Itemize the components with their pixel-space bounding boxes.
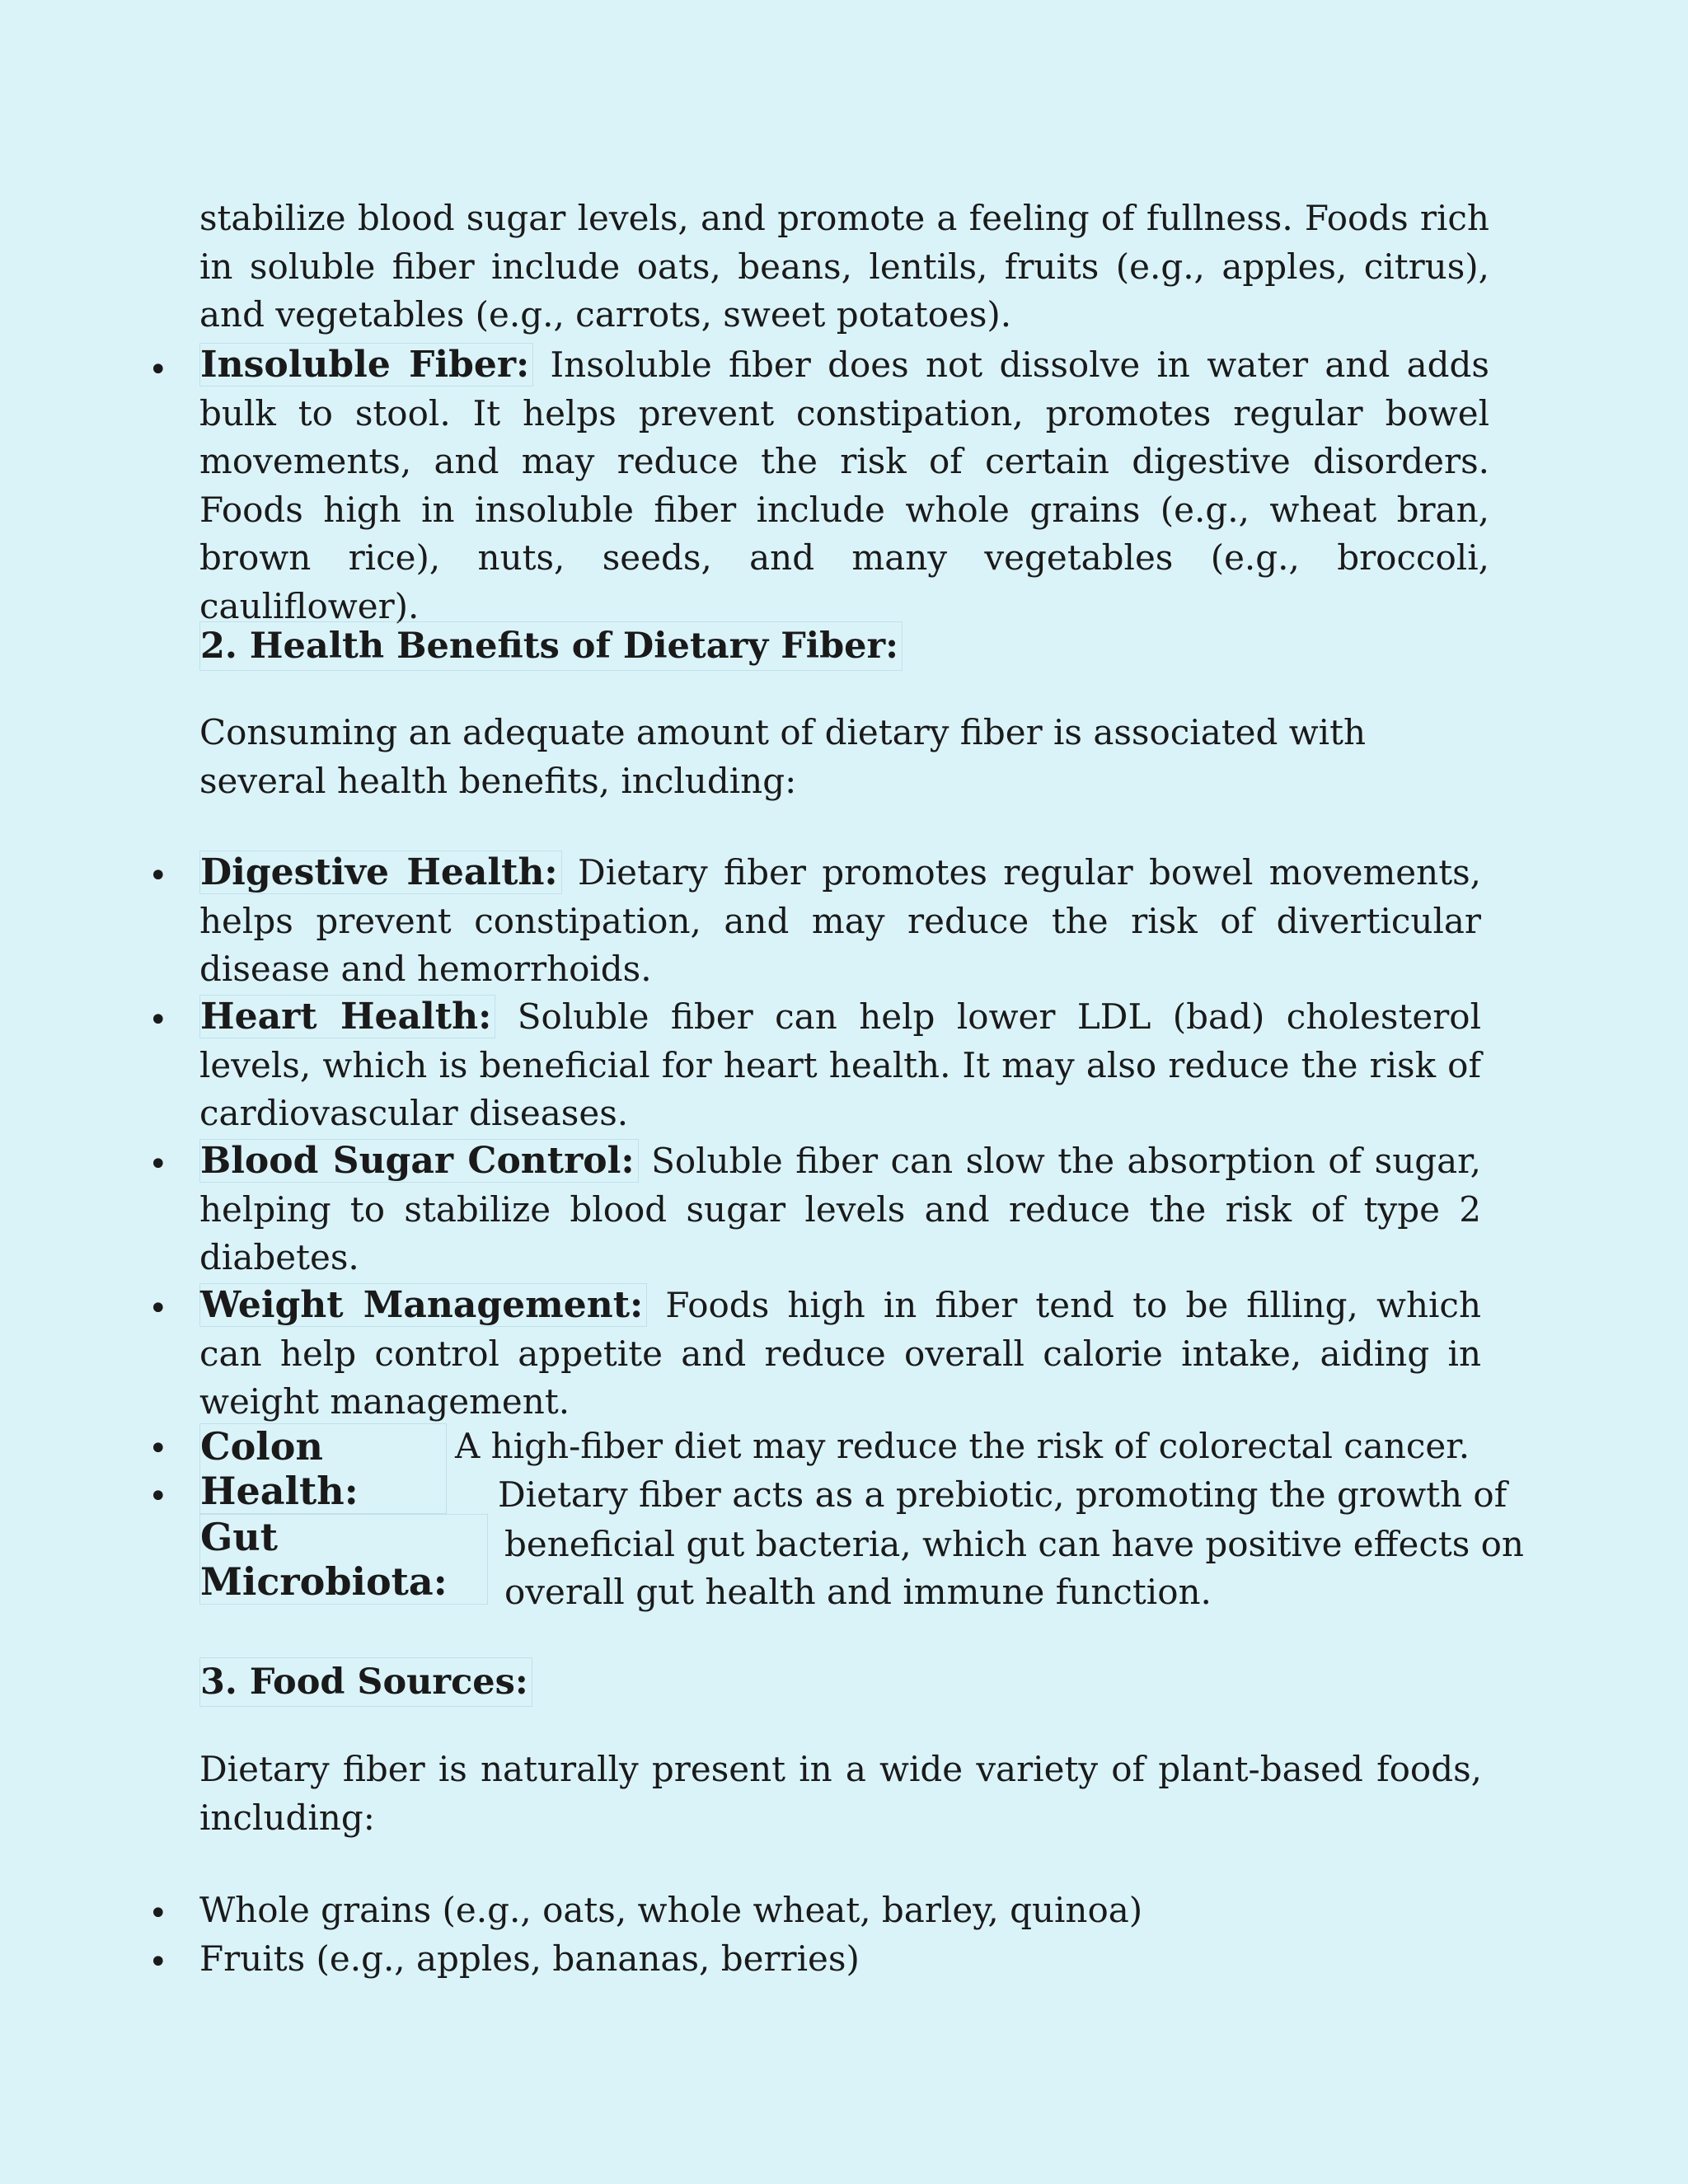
food-source-item: Whole grains (e.g., oats, whole wheat, barley, quinoa) <box>199 1890 1143 1930</box>
gut-microbiota-text-line1: Dietary fiber acts as a prebiotic, promoting the growth of <box>498 1474 1507 1515</box>
bullet-glyph: • <box>148 857 168 895</box>
blood-sugar-control-text: Soluble fiber can slow the absorption of sugar, helping to stabilize blood sugar levels and reduce the risk of type 2 diabetes. <box>199 1141 1481 1277</box>
bullet-glyph: • <box>148 1001 168 1039</box>
weight-management-text: Foods high in fiber tend to be filling, which can help control appetite and reduce overall calorie intake, aiding in weight management. <box>199 1285 1482 1422</box>
colon-health-text: A high-fiber diet may reduce the risk of colorectal cancer. <box>455 1426 1470 1466</box>
soluble-fiber-paragraph-tail: stabilize blood sugar levels, and promote a feeling of fullness. Foods rich in soluble fiber include oats, beans, lentils, fruits (e.g., apples, citrus), and vegetables (e.g., carrots, sweet potatoes). <box>199 198 1489 335</box>
bullet-glyph: • <box>148 351 168 389</box>
gut-microbiota-label <box>199 1514 488 1605</box>
food-source-item: Fruits (e.g., apples, bananas, berries) <box>199 1938 860 1979</box>
colon-health-label-line2: Health: <box>200 1469 359 1513</box>
digestive-health-text: Dietary fiber promotes regular bowel movements, helps prevent constipation, and may reduce the risk of diverticular disease and hemorrhoids. <box>199 852 1481 989</box>
blood-sugar-control-label: Blood Sugar Control: <box>199 1139 639 1183</box>
bullet-glyph: • <box>148 1478 168 1516</box>
weight-management-label: Weight Management: <box>199 1283 647 1327</box>
colon-health-label <box>199 1423 447 1514</box>
digestive-health-item <box>199 849 1481 994</box>
section-heading-health-benefits: 2. Health Benefits of Dietary Fiber: <box>199 621 903 671</box>
bullet-glyph: • <box>148 1943 168 1981</box>
blood-sugar-control-item <box>199 1137 1481 1282</box>
digestive-health-label: Digestive Health: <box>199 851 562 894</box>
section-heading-food-sources: 3. Food Sources: <box>199 1657 532 1707</box>
bullet-glyph: • <box>148 1290 168 1328</box>
colon-health-label-line1: Colon <box>200 1424 323 1469</box>
insoluble-fiber-text: Insoluble fiber does not dissolve in water and adds bulk to stool. It helps prevent constipation, promotes regular bowel movements, and may reduce the risk of certain digestive disorders. Foods high in insoluble fiber include whole grains (e.g., wheat bran, brown rice), nuts, seeds, and many vegetables (e.g., broccoli, cauliflower). <box>199 344 1489 626</box>
bullet-glyph: • <box>148 1895 168 1933</box>
heart-health-label: Heart Health: <box>199 995 495 1038</box>
heart-health-item <box>199 993 1481 1138</box>
gut-microbiota-text-line3: overall gut health and immune function. <box>504 1572 1212 1612</box>
bullet-glyph: • <box>148 1146 168 1183</box>
food-sources-intro: Dietary fiber is naturally present in a wide variety of plant-based foods, including: <box>199 1749 1482 1838</box>
health-benefits-intro: Consuming an adequate amount of dietary fiber is associated with several health benefits, including: <box>199 712 1367 801</box>
gut-microbiota-text-line2: beneficial gut bacteria, which can have positive effects on <box>504 1524 1524 1564</box>
bullet-glyph: • <box>148 1430 168 1468</box>
insoluble-fiber-item <box>199 341 1489 630</box>
heart-health-text: Soluble fiber can help lower LDL (bad) cholesterol levels, which is beneficial for heart health. It may also reduce the risk of cardiovascular diseases. <box>199 996 1481 1133</box>
insoluble-fiber-label: Insoluble Fiber: <box>199 343 533 387</box>
gut-microbiota-label-line1: Gut <box>200 1515 278 1559</box>
weight-management-item <box>199 1282 1481 1427</box>
gut-microbiota-label-line2: Microbiota: <box>200 1559 448 1604</box>
